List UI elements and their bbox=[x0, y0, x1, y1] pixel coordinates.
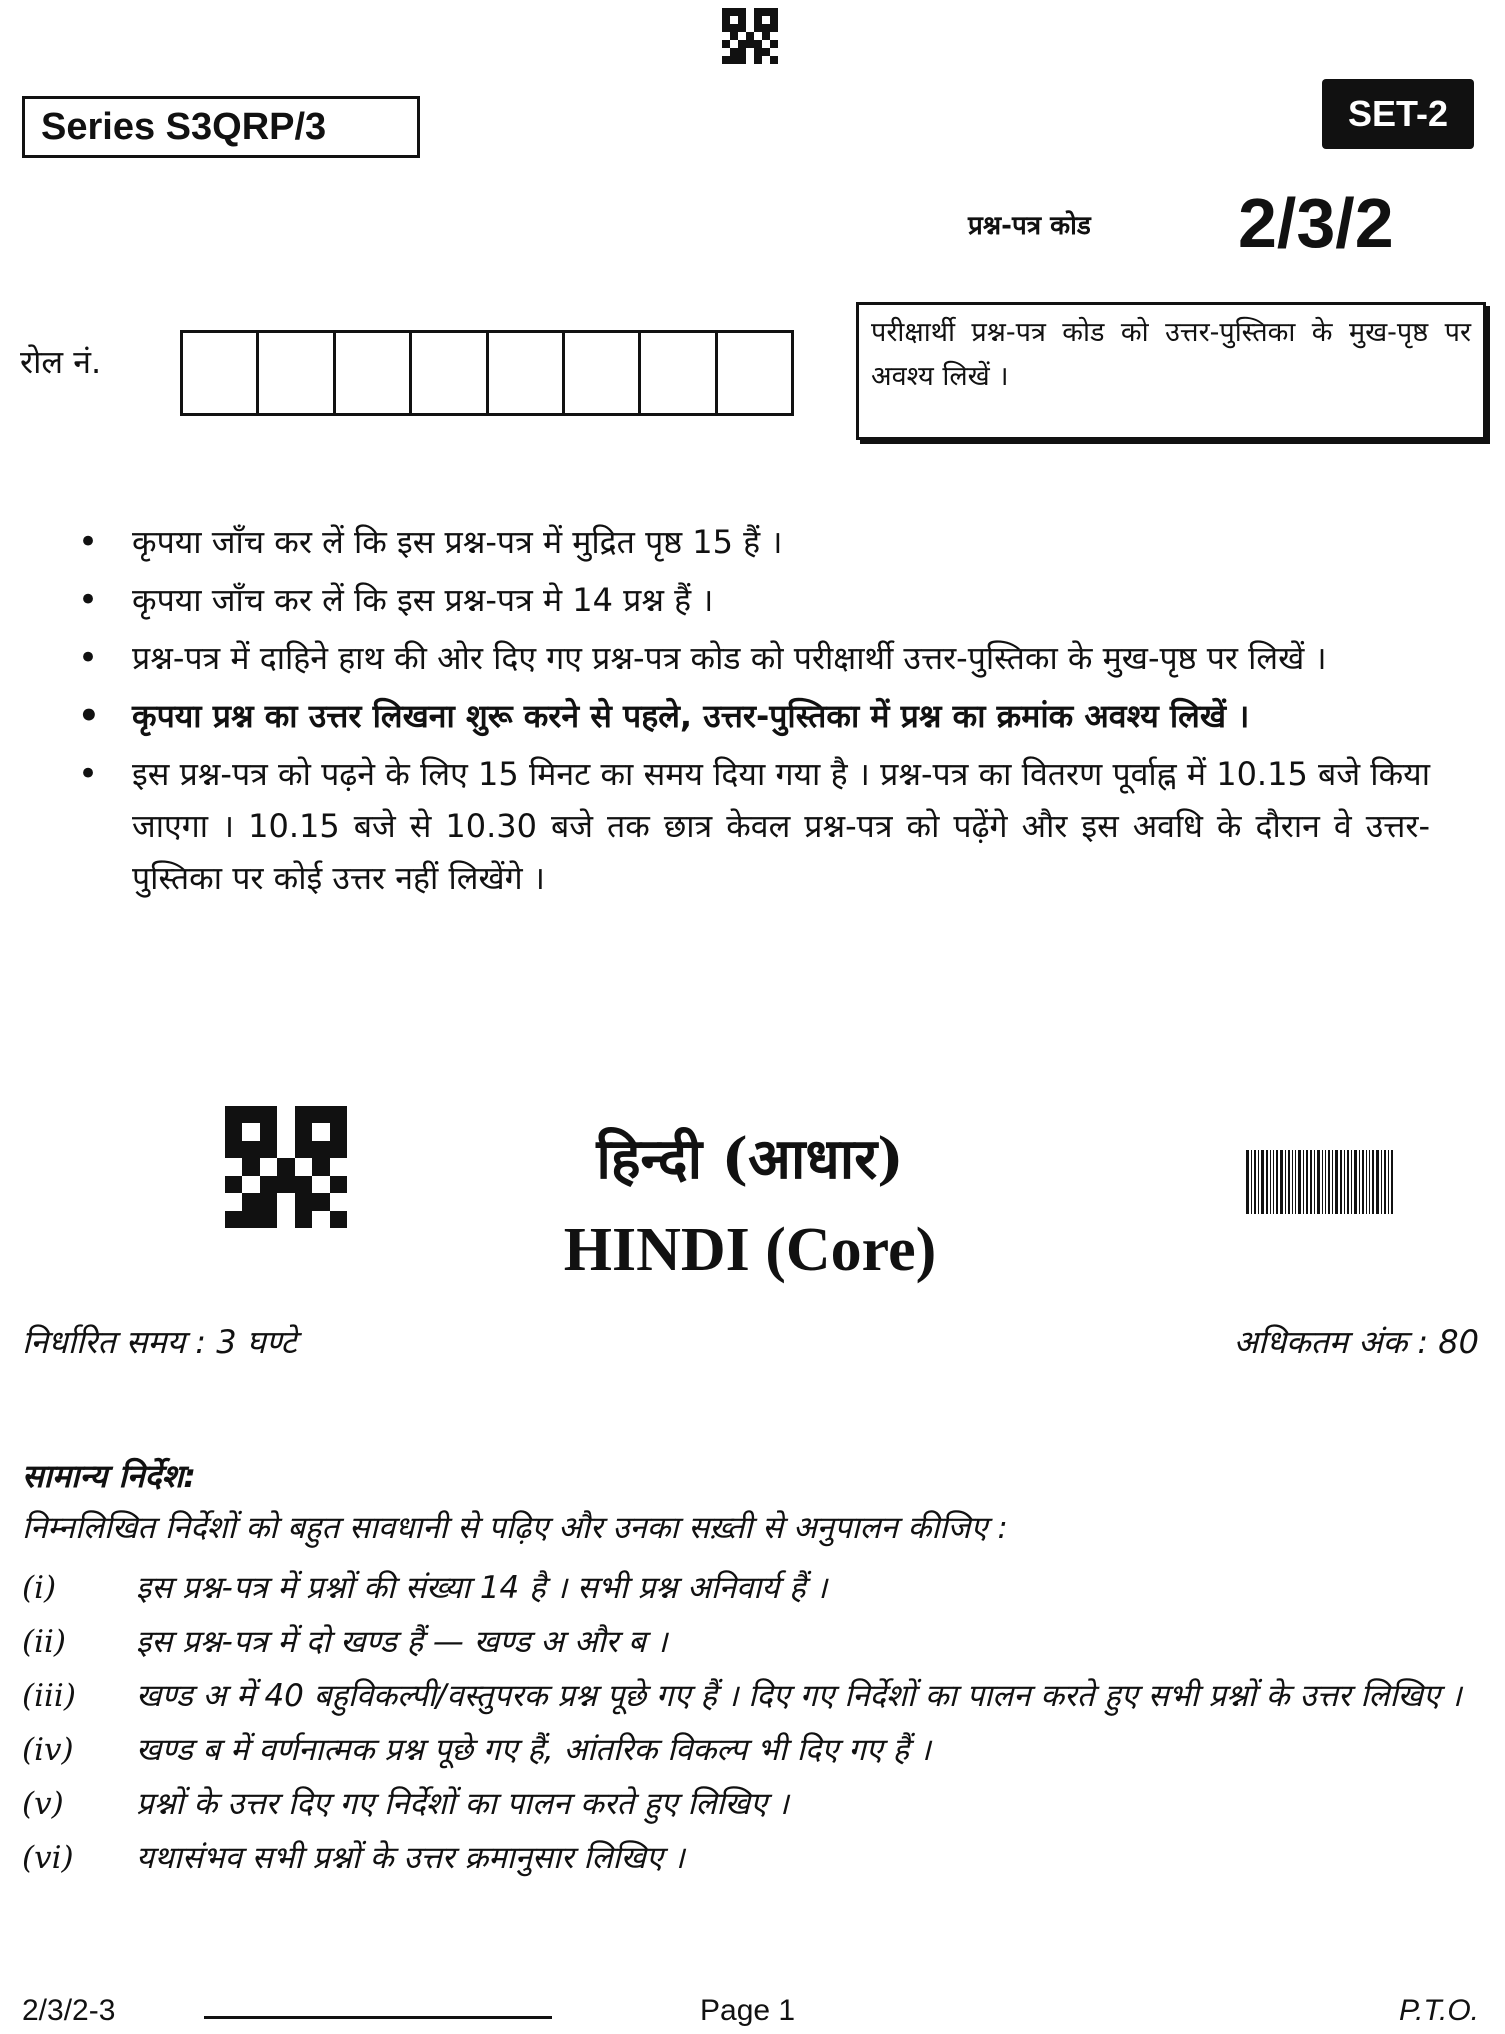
instruction-bullet: • कृपया जाँच कर लें कि इस प्रश्न-पत्र मे 14 प्रश्न हैं । bbox=[78, 574, 1430, 626]
instruction-bullet: • कृपया प्रश्न का उत्तर लिखना शुरू करने से पहले, उत्तर-पुस्तिका में प्रश्न का क्रमांक अवश्य लिखें । bbox=[78, 690, 1430, 742]
instruction-number: (iv) bbox=[22, 1732, 74, 1768]
roll-number-box bbox=[259, 333, 335, 413]
instruction-number: (vi) bbox=[22, 1840, 74, 1876]
instruction-text: खण्ड अ में 40 बहुविकल्पी/वस्तुपरक प्रश्न पूछे गए हैं । दिए गए निर्देशों का पालन करते हुए सभी प्रश्नों के उत्तर लिखिए । bbox=[136, 1678, 1462, 1714]
roll-number-box bbox=[336, 333, 412, 413]
instruction-number: (iii) bbox=[22, 1678, 76, 1714]
instruction-number: (v) bbox=[22, 1786, 64, 1822]
footer-divider bbox=[204, 2016, 552, 2019]
instruction-item bbox=[22, 1832, 1482, 1884]
set-badge: SET-2 bbox=[1322, 79, 1474, 149]
roll-number-boxes bbox=[180, 330, 794, 416]
barcode-icon bbox=[1246, 1150, 1482, 1214]
instruction-number: (i) bbox=[22, 1570, 57, 1606]
roll-number-box bbox=[412, 333, 488, 413]
instruction-text: इस प्रश्न-पत्र में प्रश्नों की संख्या 14 है । सभी प्रश्न अनिवार्य हैं । bbox=[136, 1570, 828, 1606]
instruction-number: (ii) bbox=[22, 1624, 67, 1660]
roll-number-label: रोल नं. bbox=[20, 343, 102, 381]
instruction-item bbox=[22, 1562, 1482, 1614]
instruction-item bbox=[22, 1778, 1482, 1830]
instruction-item bbox=[22, 1670, 1482, 1722]
instruction-bullet: • इस प्रश्न-पत्र को पढ़ने के लिए 15 मिनट का समय दिया गया है । प्रश्न-पत्र का वितरण पूर्वाह्न में 10.15 बजे किया जाएगा । 10.15 बजे से 10.30 बजे तक छात्र केवल प्रश्न-पत्र को पढ़ेंगे और इस अवधि के दौरान वे उत्तर-पुस्तिका पर कोई उत्तर नहीं लिखेंगे । bbox=[78, 748, 1430, 904]
roll-number-box bbox=[183, 333, 259, 413]
qr-code-icon bbox=[225, 1106, 347, 1228]
series-label: Series S3QRP/3 bbox=[22, 96, 420, 158]
instruction-text: इस प्रश्न-पत्र में दो खण्ड हैं — खण्ड अ और ब । bbox=[136, 1624, 668, 1660]
general-instructions-list bbox=[22, 1562, 1482, 1886]
general-instructions-heading: सामान्य निर्देश: bbox=[22, 1457, 197, 1495]
time-allowed: निर्धारित समय : 3 घण्टे bbox=[22, 1323, 297, 1361]
maximum-marks: अधिकतम अंक : 80 bbox=[1233, 1323, 1479, 1361]
footer-paper-code: 2/3/2-3 bbox=[22, 1994, 116, 2027]
instruction-item bbox=[22, 1724, 1482, 1776]
instruction-text: यथासंभव सभी प्रश्नों के उत्तर क्रमानुसार लिखिए । bbox=[136, 1840, 685, 1876]
roll-number-box bbox=[489, 333, 565, 413]
subject-title-hindi: हिन्दी (आधार) bbox=[596, 1126, 904, 1192]
instruction-bullet: • प्रश्न-पत्र में दाहिने हाथ की ओर दिए गए प्रश्न-पत्र कोड को परीक्षार्थी उत्तर-पुस्तिका के मुख-पृष्ठ पर लिखें । bbox=[78, 632, 1430, 684]
page-number: Page 1 bbox=[700, 1994, 796, 2027]
roll-number-box bbox=[641, 333, 717, 413]
instruction-text: खण्ड ब में वर्णनात्मक प्रश्न पूछे गए हैं, आंतरिक विकल्प भी दिए गए हैं । bbox=[136, 1732, 931, 1768]
subject-title-english: HINDI (Core) bbox=[563, 1216, 937, 1284]
paper-code-label: प्रश्न-पत्र कोड bbox=[968, 211, 1091, 241]
instruction-text: प्रश्नों के उत्तर दिए गए निर्देशों का पालन करते हुए लिखिए । bbox=[136, 1786, 789, 1822]
pto-label: P.T.O. bbox=[1398, 1994, 1479, 2027]
general-instructions-intro: निम्नलिखित निर्देशों को बहुत सावधानी से पढ़िए और उनका सख़्ती से अनुपालन कीजिए : bbox=[22, 1510, 1008, 1546]
instruction-bullet: • कृपया जाँच कर लें कि इस प्रश्न-पत्र में मुद्रित पृष्ठ 15 हैं । bbox=[78, 516, 1430, 568]
paper-code: 2/3/2 bbox=[1238, 184, 1394, 262]
instruction-item bbox=[22, 1616, 1482, 1668]
roll-number-box bbox=[565, 333, 641, 413]
qr-code-icon bbox=[722, 8, 778, 64]
paper-code-notice: परीक्षार्थी प्रश्न-पत्र कोड को उत्तर-पुस्तिका के मुख-पृष्ठ पर अवश्य लिखें । bbox=[856, 302, 1486, 440]
preliminary-instructions bbox=[78, 516, 1430, 910]
roll-number-box bbox=[718, 333, 791, 413]
